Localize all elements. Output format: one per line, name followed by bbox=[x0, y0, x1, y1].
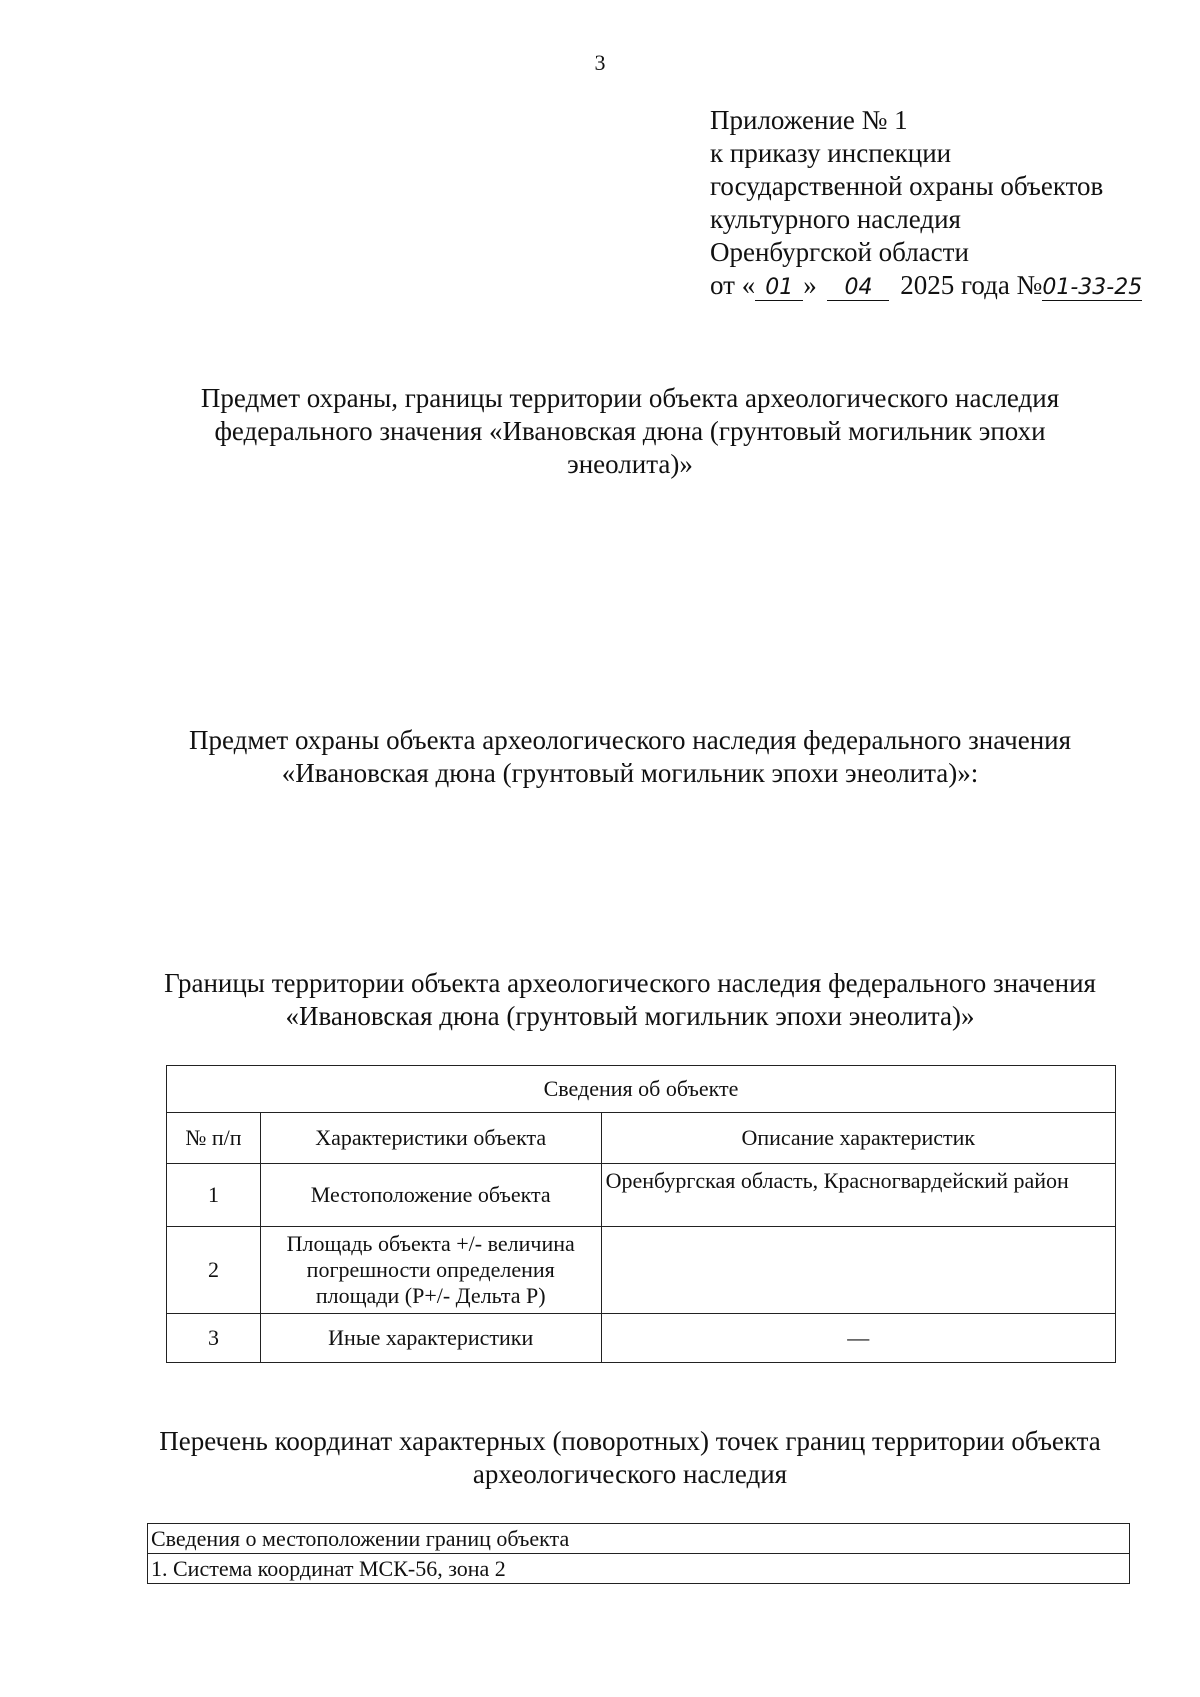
row-characteristic: Площадь объекта +/- величина погрешности определения площади (Р+/- Дельта Р) bbox=[260, 1227, 601, 1314]
coordinates-table bbox=[147, 1523, 1130, 1584]
row-number: 2 bbox=[167, 1227, 261, 1314]
order-number-handwritten: 01-33-25 bbox=[1042, 275, 1143, 300]
table-row bbox=[167, 1164, 1116, 1227]
page-number: 3 bbox=[594, 50, 606, 75]
row-description bbox=[601, 1227, 1115, 1314]
date-prefix: от « bbox=[710, 270, 756, 300]
table-row bbox=[148, 1554, 1130, 1584]
appendix-line: государственной охраны объектов bbox=[710, 171, 1104, 201]
date-day-handwritten: 01 bbox=[755, 276, 803, 301]
header-number: № п/п bbox=[167, 1113, 261, 1164]
header-description: Описание характеристик bbox=[601, 1113, 1115, 1164]
table-row bbox=[167, 1314, 1116, 1363]
appendix-line: культурного наследия bbox=[710, 204, 961, 234]
row-description: — bbox=[601, 1314, 1115, 1363]
coordinate-system-row: 1. Система координат МСК-56, зона 2 bbox=[148, 1554, 1130, 1584]
coords-table-caption: Сведения о местоположении границ объекта bbox=[148, 1524, 1130, 1554]
header-characteristic: Характеристики объекта bbox=[260, 1113, 601, 1164]
appendix-line: Оренбургской области bbox=[710, 237, 969, 267]
row-description: Оренбургская область, Красногвардейский район bbox=[601, 1164, 1115, 1227]
document-title: Предмет охраны, границы территории объекта археологического наследия федерального значения «Ивановская дюна (грунтовый могильник эпохи энеолита)» bbox=[200, 383, 1060, 479]
row-number: 1 bbox=[167, 1164, 261, 1227]
date-month-handwritten: 04 bbox=[827, 276, 889, 301]
date-mid: » bbox=[803, 270, 817, 300]
appendix-line: Приложение № 1 bbox=[710, 105, 908, 135]
boundaries-heading: Границы территории объекта археологического наследия федерального значения «Ивановская дюна (грунтовый могильник эпохи энеолита)» bbox=[164, 968, 1096, 1031]
coordinates-heading: Перечень координат характерных (поворотных) точек границ территории объекта археологического наследия bbox=[159, 1426, 1101, 1489]
appendix-block bbox=[710, 104, 1142, 302]
protection-subject-heading: Предмет охраны объекта археологического наследия федерального значения «Ивановская дюна (грунтовый могильник эпохи энеолита)»: bbox=[188, 725, 1072, 788]
row-number: 3 bbox=[167, 1314, 261, 1363]
row-characteristic: Местоположение объекта bbox=[260, 1164, 601, 1227]
appendix-line: к приказу инспекции bbox=[710, 138, 952, 168]
appendix-date-line bbox=[710, 269, 1142, 302]
object-table-caption: Сведения об объекте bbox=[167, 1066, 1116, 1113]
table-row bbox=[167, 1227, 1116, 1314]
table-row bbox=[148, 1524, 1130, 1554]
date-year-text: 2025 года № bbox=[900, 270, 1043, 300]
row-characteristic: Иные характеристики bbox=[260, 1314, 601, 1363]
object-info-table bbox=[166, 1065, 1116, 1363]
